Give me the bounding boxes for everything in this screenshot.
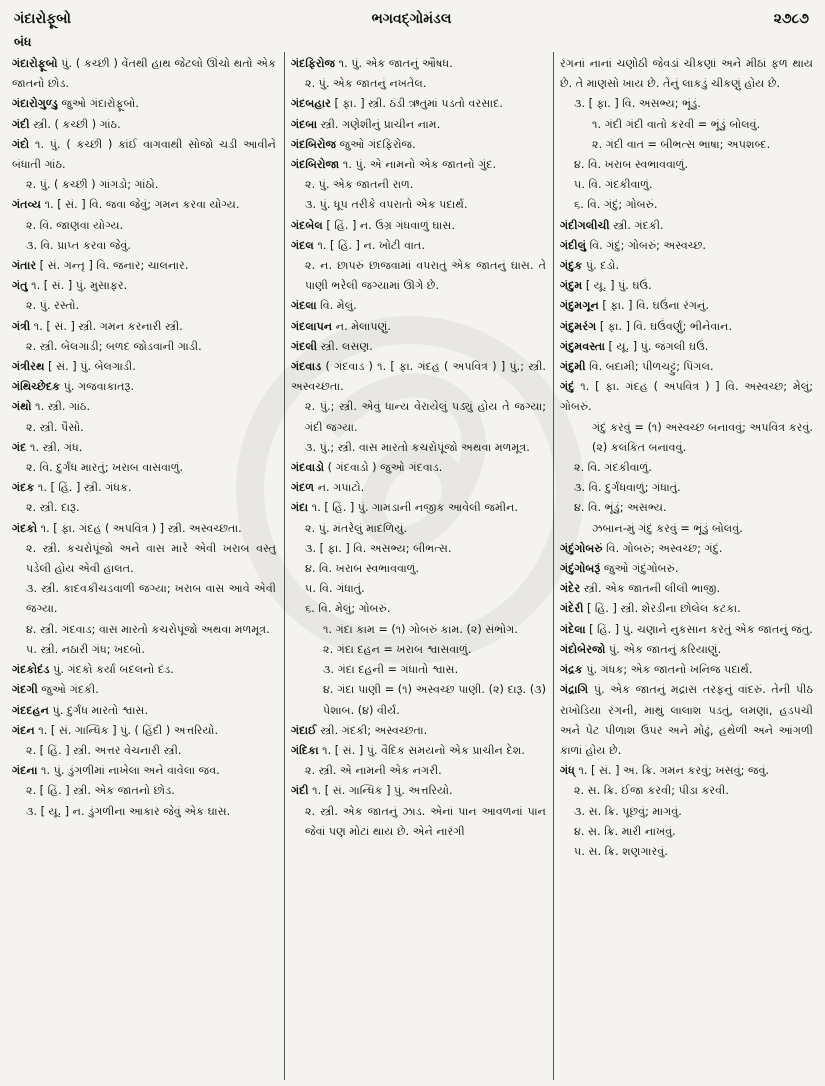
entry-headword: ગંત્રીરથ (12, 360, 45, 374)
column-1 (12, 54, 276, 1080)
entry-definition: ૫. સ. ક્રિ. શણગારવું. (574, 844, 668, 858)
entry-headword: ગંદવાડો (291, 461, 325, 475)
entry-definition: સ્ત્રી. લસણ. (317, 339, 373, 353)
entry-headword: ગંદ (12, 440, 27, 454)
entry-headword: ગંદના (12, 764, 38, 778)
entry-definition: પું. એક જાતનું મદ્રાસ તરફનું વાંદરું. તેની પીઠ રાખોડિયા રંગની, માથું લાલાશ પડતું, લમણાં, હડપચી અને પેટ પીળાશ ઉપર અને મોઢું, હથેળી અને આંગળી કાળાં હોય છે. (560, 683, 813, 757)
entry-definition: ૫. સ્ત્રી. નઠારી ગંધ; ખદબો. (26, 642, 145, 656)
entry-headword: ગંદેરી (560, 602, 584, 616)
entry-definition: [ હિં. ] ન. ઉગ્ર ગંધવાળું ઘાસ. (322, 218, 456, 232)
entry-definition: ૧. [ સં. ] સ્ત્રી. ગમન કરનારી સ્ત્રી. (30, 319, 183, 333)
entry-definition: ૧. [ હિં. ] સ્ત્રી. ગંધક. (34, 481, 132, 495)
entry-sense (291, 195, 546, 215)
entry-definition: ૩. પું. ધૂપ તરીકે વપરાતો એક પદાર્થ. (305, 198, 468, 212)
entry-headword: ગંથો (12, 400, 32, 414)
dictionary-entry (12, 276, 276, 296)
entry-definition: ૨. ગંદી વાત = બીભત્સ ભાષા; અપશબ્દ. (592, 137, 771, 151)
entry-definition: ૨. ન. છાપરું છાજવામાં વપરાતું એક જાતનું ઘાસ. તે પાણી ભરેલી જગ્યામાં ઊગે છે. (305, 259, 546, 293)
entry-definition: ૨. પું. રસ્તો. (26, 299, 80, 313)
dictionary-entry (12, 195, 276, 215)
entry-sense (560, 115, 813, 135)
entry-headword: ગંદો (12, 137, 30, 151)
dictionary-entry (291, 458, 546, 478)
entry-definition: ૪. સ. ક્રિ. મારી નાખવું. (574, 824, 676, 838)
entry-sense (291, 599, 546, 619)
entry-definition: ૩. વિ. દુર્ગંધવાળું; ગંધાતું. (574, 481, 681, 495)
dictionary-entry (560, 539, 813, 559)
entry-headword: ગંતુ (12, 279, 28, 293)
entry-definition: પું. ગંદકો કર્યા બદલનો દંડ. (49, 663, 174, 677)
entry-sense (291, 559, 546, 579)
entry-sense (560, 155, 813, 175)
entry-definition: ૧. [ સં. ] પું. વૈદિક સમયનો એક પ્રાચીન દેશ. (318, 743, 525, 757)
entry-definition: ( ગંદવાડો ) જુઓ ગંદવાડ. (324, 461, 443, 475)
entry-sense (560, 822, 813, 842)
entry-headword: ગંદળ (291, 481, 315, 495)
entry-definition: ૧. [ સં. ગાન્ધિક ] પું. ( હિંદી ) અત્તરિયો. (34, 723, 219, 737)
entry-headword: ગંદ્રાગિ (560, 683, 589, 697)
entry-headword: ગંદારોફૂબો (12, 57, 58, 70)
entry-definition: પું. ગજવાકાતરૂ. (60, 380, 135, 394)
entry-headword: ગંત્રી (12, 319, 31, 333)
column-3 (560, 54, 813, 1080)
entry-headword: ગંથિચ્છેદક (12, 380, 61, 394)
dictionary-entry (12, 256, 276, 276)
entry-headword: ગંદદહન (12, 703, 49, 717)
entry-sense (12, 418, 276, 438)
entry-headword: ગંદુમગૂન (560, 299, 599, 313)
entry-headword: ગંદબહાર (291, 97, 331, 111)
entry-headword: ગંદબા (291, 117, 318, 131)
entry-headword: ગંદુમી (560, 360, 586, 374)
entry-definition: ૧. [ સં. ] વિ. જવા જેવું; ગમન કરવા યોગ્ય. (41, 198, 240, 212)
entry-headword: ગંદુમરંગ (560, 319, 597, 333)
entry-headword: ગંદું (560, 380, 575, 394)
entry-sense (12, 539, 276, 579)
entry-sense (12, 498, 276, 518)
dictionary-entry (560, 579, 813, 599)
entry-definition: ૧. પું. એક જાતનું ઔષધ. (335, 57, 453, 70)
entry-definition: ૨. વિ. દુર્ગંધ મારતું; ખરાબ વાસવાળું. (26, 461, 184, 475)
entry-headword: ગંદુમવસ્તા (560, 339, 605, 353)
entry-definition: વિ. ગોબરું; અસ્વચ્છ; ગંદું. (602, 541, 723, 555)
entry-definition: [ ફા. ] વિ. ઘઉંવર્ણું; ભીનેવાન. (596, 319, 733, 333)
entry-sense (291, 438, 546, 458)
entry-definition: ૧. [ સં. ] પું. મુસાફર. (27, 279, 128, 293)
entry-definition: ૩. સ્ત્રી. કાદવકીચડવાળી જગ્યા; ખરાબ વાસ આવે એવી જગ્યા. (26, 582, 276, 616)
dictionary-entry (560, 317, 813, 337)
entry-sense (12, 741, 276, 761)
entry-headword: ગંદલ (291, 238, 314, 252)
dictionary-entry (12, 478, 276, 498)
entry-headword: ગંદન (12, 723, 35, 737)
entry-definition: ૩. [ ફા. ] વિ. અસભ્ય; ભૂંડું. (574, 97, 701, 111)
entry-headword: ગંદેલા (560, 622, 586, 636)
entry-sense (560, 498, 813, 518)
dictionary-entry (560, 236, 813, 256)
entry-sense (12, 236, 276, 256)
entry-definition: જુઓ ગંદફિરોજ. (336, 137, 416, 151)
entry-definition: ૩. વિ. પ્રાપ્ત કરવા જેવું. (26, 238, 131, 252)
entry-definition: જુઓ ગંદારોફૂબો. (57, 97, 139, 111)
entry-definition: પું. ( કચ્છી ) વેંતથી હાથ જેટલો ઊંચો થતો એક જાતનો છોડ. (12, 57, 276, 91)
entry-definition: ૨. સ્ત્રી. એક જાતનું ઝાડ. એનાં પાન આવળનાં પાન જેવાં પણ મોટાં થાય છે. એને નારંગી (305, 804, 546, 838)
entry-definition: ૪. સ્ત્રી. ગંદવાડ; વાસ મારતો કચરોપૂંજો અથવા મળમૂત્ર. (26, 622, 270, 636)
entry-sense (12, 337, 276, 357)
entry-definition: ૧. પું. ડુંગળીમાં નાખેલા અને વાવેલા જવ. (37, 764, 220, 778)
dictionary-entry (291, 216, 546, 236)
dictionary-entry (291, 317, 546, 337)
entry-definition: જુઓ ગંદકી. (37, 683, 99, 697)
entry-definition: ૧. પું. ( કચ્છી ) કાંઈ વાગવાથી સોજો ચડી આવીને બંધાતી ગાંઠ. (12, 137, 276, 172)
entry-sense (560, 175, 813, 195)
entry-definition: ન. મેલાપણું. (332, 319, 391, 333)
entry-sense (560, 418, 813, 458)
entry-sense (560, 478, 813, 498)
entry-definition: ન. ગપાટો. (314, 481, 365, 495)
dictionary-entry (560, 216, 813, 236)
entry-definition: [ સં. ] પું. બેલગાડી. (44, 360, 136, 374)
dictionary-entry (12, 397, 276, 417)
entry-headword: ગંદલી (291, 339, 318, 353)
entry-definition: ૫. વિ. ગંદકીવાળું. (574, 178, 653, 192)
entry-sense (291, 519, 546, 539)
header-sub-guide: બંધ (14, 34, 32, 49)
entry-definition: ૧. [ ફા. ગંદહ ( અપવિત્ર ) ] સ્ત્રી. અસ્વચ્છતા. (37, 521, 242, 535)
entry-sense (560, 135, 813, 155)
entry-sense (291, 175, 546, 195)
entry-sense (560, 458, 813, 478)
entry-definition: ૨. સ્ત્રી. પૈસો. (26, 420, 84, 434)
entry-definition: ૧. [ સં. ] અ. ક્રિ. ગમન કરવું; ખસવું; જવું. (574, 764, 770, 778)
entry-headword: ગંદફિરોજ (291, 57, 336, 70)
entry-headword: ગંદબેલ (291, 218, 323, 232)
entry-sense (291, 802, 546, 842)
entry-definition: જુઓ ગંદુંગોબરું. (600, 562, 679, 576)
entry-definition: ૨. પું. એક જાતની રાળ. (305, 178, 414, 192)
entry-definition: પું. ગંધક; એક જાતનો ખનિજ પદાર્થ. (582, 663, 753, 677)
entry-definition: [ હિં. ] પું. ચણાને નુકસાન કરતું એક જાતનું જંતુ. (585, 622, 813, 636)
entry-headword: ગંદુમ (560, 279, 583, 293)
entry-definition: ૧. [ સં. ગાન્ધિક ] પું. અત્તરિયો. (308, 784, 453, 798)
dictionary-entry (291, 54, 546, 74)
entry-headword: ગંદી (12, 117, 30, 131)
entry-sense (560, 519, 813, 539)
dictionary-entry (291, 357, 546, 397)
dictionary-entry (291, 135, 546, 155)
dictionary-entry (560, 337, 813, 357)
entry-definition: ૪. વિ. ખરાબ સ્વભાવવાળું. (305, 562, 420, 576)
dictionary-entry (12, 721, 276, 741)
entry-definition: ૨. સ્ત્રી. દારૂ. (26, 501, 80, 515)
dictionary-entry (291, 498, 546, 518)
entry-sense (291, 539, 546, 559)
dictionary-entry (291, 296, 546, 316)
entry-definition: ૧. [ હિં. ] ન. ખોટી વાત. (313, 238, 425, 252)
dictionary-entry (12, 680, 276, 700)
page-number: ૨૭૮૭ (773, 11, 809, 27)
entry-headword: ગંદુક (560, 259, 583, 273)
entry-sense (12, 175, 276, 195)
entry-definition: ૨. પું. ( કચ્છી ) ગાંગડો; ગાંઠો. (26, 178, 159, 192)
entry-definition: ગંદું કરવું = (૧) અસ્વચ્છ બનાવવું; અપવિત્ર કરવું. (૨) કલંકિત બનાવવું. (592, 420, 813, 454)
entry-definition: ૩. [ યૂ. ] ન. ડુંગળીના આકાર જેવું એક ઘાસ. (26, 804, 231, 818)
dictionary-entry (560, 377, 813, 417)
entry-sense (12, 579, 276, 619)
entry-sense (291, 397, 546, 437)
entry-headword: ગંતવ્ય (12, 198, 42, 212)
entry-definition: પું. એક જાતનું કરિયાણું. (605, 642, 722, 656)
dictionary-entry (560, 620, 813, 640)
entry-headword: ગંદગી (12, 683, 38, 697)
entry-headword: ગંદેર (560, 582, 581, 596)
entry-definition: ૫. વિ. ગંધાતું. (305, 582, 365, 596)
entry-definition: ૩. પું.; સ્ત્રી. વાસ મારતો કચરોપૂંજો અથવા મળમૂત્ર. (305, 440, 530, 454)
dictionary-entry (291, 721, 546, 741)
entry-headword: ગંદબિરોજ (291, 137, 337, 151)
dictionary-entry (560, 680, 813, 761)
entry-headword: ગંદલા (291, 299, 317, 313)
entry-headword: ગંદુંગોબરૂં (560, 562, 601, 576)
dictionary-entry (291, 478, 546, 498)
entry-definition: ઝબાન-મું ગંદું કરવું = ભૂંડું બોલવું. (592, 521, 743, 535)
entry-sense (560, 94, 813, 114)
entry-headword: ગંધ્ (560, 764, 575, 778)
entry-definition: સ્ત્રી. એક જાતની લીલી ભાજી. (580, 582, 721, 596)
entry-definition: [ યૂ. ] પું. જંગલી ઘઉં. (605, 339, 709, 353)
entry-definition: ૩. [ ફા. ] વિ. અસભ્ય; બીભત્સ. (305, 541, 452, 555)
entry-definition: વિ. ગંદું; ગોબરું; અસ્વચ્છ. (586, 238, 706, 252)
entry-sense (291, 660, 546, 680)
entry-definition: વિ. મેલું. (316, 299, 357, 313)
entry-headword: ગંતાર (12, 259, 37, 273)
dictionary-entry (12, 761, 276, 781)
entry-sense (560, 195, 813, 215)
entry-sense (12, 458, 276, 478)
entry-definition: ૧. ગંદા કામ = (૧) ગોબરું કામ. (૨) સંભોગ. (323, 622, 518, 636)
dictionary-entry (291, 781, 546, 801)
entry-headword: ગંદોબેરજો (560, 642, 606, 656)
dictionary-entry (12, 660, 276, 680)
page-header (14, 6, 809, 32)
entry-definition: ૨. પું. મંતરેલું માદળિયું. (305, 521, 408, 535)
entry-sense (560, 54, 813, 94)
header-book-title: ભગવદ્ગોમંડલ (371, 11, 452, 27)
entry-definition: [ સં. ગન્તૃ ] વિ. જનાર; ચાલનાર. (36, 259, 189, 273)
entry-sense (12, 640, 276, 660)
entry-sense (560, 781, 813, 801)
entry-definition: ૨. ગંદા દહન = ખરાબ શ્વાસવાળું. (323, 642, 472, 656)
dictionary-entry (560, 599, 813, 619)
entry-definition: [ ફા. ] સ્ત્રી. ઠંડી ઋતુમાં પડતો વરસાદ. (330, 97, 503, 111)
dictionary-entry (560, 256, 813, 276)
dictionary-entry (560, 761, 813, 781)
entry-definition: ૬. વિ. ગંદું; ગોબરું. (574, 198, 658, 212)
entry-definition: ૩. સ. ક્રિ. પૂછવું; માગવું. (574, 804, 682, 818)
entry-headword: ગંદુંગોબરું (560, 541, 603, 555)
dictionary-entry (291, 337, 546, 357)
entry-definition: ૨. સ્ત્રી. એ નામની એક નગરી. (305, 764, 442, 778)
entry-definition: ૨. સ્ત્રી. કચરોપૂંજો અને વાસ મારે એવી ખરાબ વસ્તુ પડેલી હોય એવી હાલત. (26, 541, 276, 576)
entry-sense (12, 802, 276, 822)
entry-definition: પું. દુર્ગંધ મારતો શ્વાસ. (48, 703, 149, 717)
dictionary-entry (12, 701, 276, 721)
entry-headword: ગંદી (291, 784, 309, 798)
entry-headword: ગંદવાડ (291, 360, 322, 374)
dictionary-entry (12, 519, 276, 539)
entry-definition: સ્ત્રી. ગંદકી. (609, 218, 664, 232)
entry-definition: રંગનાં નાનાં ચણોઠી જેવડાં ચીકણાં અને મીઠાં ફળ થાય છે. તે માણસો ખાય છે. તેનું લાકડું ચીકણું હોય છે. (560, 57, 813, 91)
entry-definition: ૪. વિ. ભૂંડું; અસભ્ય. (574, 501, 667, 515)
column-divider (284, 52, 285, 1080)
entry-definition: ૧. ગંદી ગંદી વાતો કરવી = ભૂંડું બોલવું. (592, 117, 761, 131)
entry-sense (12, 216, 276, 236)
entry-sense (560, 842, 813, 862)
dictionary-entry (12, 357, 276, 377)
header-guide-word: ગંદારોફૂબો (14, 11, 71, 27)
entry-definition: ૪. ગંદા પાણી = (૧) અસ્વચ્છ પાણી. (૨) દારૂ. (૩) પેશાબ. (૪) વીર્ય. (323, 683, 546, 717)
dictionary-entry (560, 296, 813, 316)
entry-definition: ( ગંદવાડ ) ૧. [ ફા. ગંદહ ( અપવિત્ર ) ] પું.; સ્ત્રી. અસ્વચ્છતા. (291, 360, 546, 394)
entry-definition: ૧. [ ફા. ગંદહ ( અપવિત્ર ) ] વિ. અસ્વચ્છ; મેલું; ગોબરું. (560, 380, 813, 414)
entry-definition: ૨. સ. ક્રિ. ઈજા કરવી; પીડા કરવી. (574, 784, 729, 798)
entry-definition: ૨. પું.; સ્ત્રી. એવું ધાન્ય વેરાયેલું પડ્યું હોય તે જગ્યા; ગંદી જગ્યા. (305, 400, 546, 434)
entry-sense (12, 296, 276, 316)
entry-headword: ગંદલાપન (291, 319, 333, 333)
entry-definition: ૨. પું. એક જાતનું નખતેલ. (305, 77, 427, 91)
entry-definition: ૨. [ હિં. ] સ્ત્રી. એક જાતનો છોડ. (26, 784, 175, 798)
entry-definition: ૧. સ્ત્રી. ગાંઠ. (31, 400, 91, 414)
entry-definition: [ હિં. ] સ્ત્રી. શેરડીના છોલેલ કટકા. (583, 602, 741, 616)
entry-definition: ૨. વિ. જાણવા યોગ્ય. (26, 218, 124, 232)
entry-definition: ૧. [ હિં. ] પું. ગામડાની નજીક આવેલી જમીન. (308, 501, 518, 515)
entry-definition: ૧. સ્ત્રી. ગંધ. (26, 440, 83, 454)
dictionary-entry (291, 155, 546, 175)
dictionary-entry (560, 357, 813, 377)
entry-sense (12, 620, 276, 640)
entry-sense (291, 620, 546, 640)
dictionary-entry (291, 115, 546, 135)
entry-headword: ગંદકો (12, 521, 38, 535)
entry-sense (291, 640, 546, 660)
entry-headword: ગંદકોદંડ (12, 663, 50, 677)
entry-definition: પું. દડો. (582, 259, 620, 273)
entry-headword: ગંદારોગુળ્ડુ (12, 97, 58, 111)
entry-headword: ગંદ્રક (560, 663, 583, 677)
entry-sense (12, 781, 276, 801)
entry-definition: ૧. પું. એ નામનો એક જાતનો ગુંદ. (339, 158, 497, 172)
dictionary-entry (12, 94, 276, 114)
dictionary-entry (12, 54, 276, 94)
dictionary-entry (291, 94, 546, 114)
dictionary-entry (560, 559, 813, 579)
entry-headword: ગંદક (12, 481, 35, 495)
dictionary-entry (560, 640, 813, 660)
dictionary-entry (12, 317, 276, 337)
dictionary-entry (560, 276, 813, 296)
entry-sense (291, 74, 546, 94)
dictionary-entry (291, 741, 546, 761)
entry-definition: સ્ત્રી. ( કચ્છી ) ગાંઠ. (29, 117, 121, 131)
dictionary-entry (560, 660, 813, 680)
entry-sense (291, 680, 546, 720)
entry-headword: ગંદિકા (291, 743, 319, 757)
entry-sense (291, 579, 546, 599)
dictionary-entry (291, 236, 546, 256)
entry-headword: ગંદા (291, 501, 309, 515)
entry-definition: વિ. બદામી; પીળચટ્ટું; પિંગલ. (585, 360, 714, 374)
entry-sense (560, 802, 813, 822)
entry-headword: ગંદીલું (560, 238, 587, 252)
column-2 (291, 54, 546, 1080)
entry-definition: ૨. સ્ત્રી. બેલગાડી; બળદ જોડવાની ગાડી. (26, 339, 202, 353)
dictionary-entry (12, 438, 276, 458)
entry-headword: ગંદીગલીચી (560, 218, 610, 232)
entry-definition: ૬. વિ. મેલું; ગોબરું. (305, 602, 391, 616)
entry-definition: [ ફા. ] વિ. ઘઉંના રંગનું. (598, 299, 709, 313)
dictionary-entry (12, 115, 276, 135)
entry-sense (291, 761, 546, 781)
dictionary-entry (12, 377, 276, 397)
entry-headword: ગંદબિરોજા (291, 158, 340, 172)
entry-definition: ૨. [ હિં. ] સ્ત્રી. અત્તર વેચનારી સ્ત્રી. (26, 743, 182, 757)
entry-definition: ૩. ગંદા દહની = ગંધાતો શ્વાસ. (323, 663, 459, 677)
entry-headword: ગંદાઈ (291, 723, 317, 737)
entry-definition: સ્ત્રી. ગંદકી; અસ્વચ્છતા. (316, 723, 428, 737)
dictionary-entry (12, 135, 276, 175)
entry-definition: ૪. વિ. ખરાબ સ્વભાવવાળું. (574, 158, 689, 172)
entry-definition: સ્ત્રી. ગણેશીનું પ્રાચીન નામ. (317, 117, 441, 131)
entry-definition: ૨. વિ. ગંદકીવાળું. (574, 461, 652, 475)
entry-definition: [ યૂ. ] પું. ઘઉં. (582, 279, 652, 293)
column-divider (553, 52, 554, 1080)
entry-sense (291, 256, 546, 296)
